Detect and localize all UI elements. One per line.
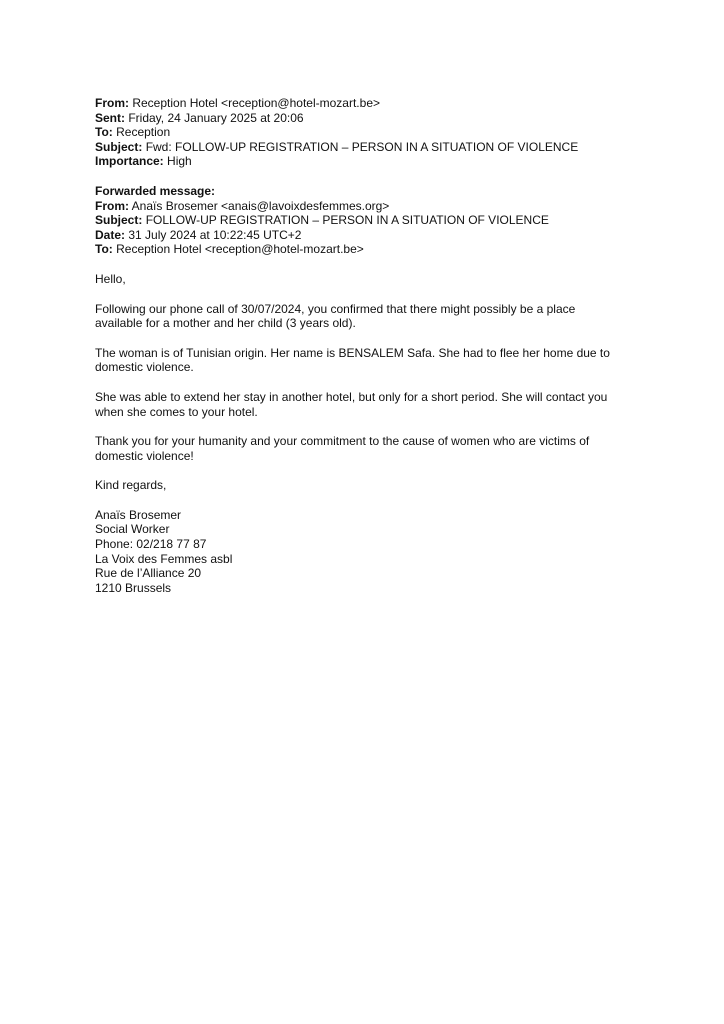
paragraph-line: She was able to extend her stay in another hotel, but only for a short period. She will contact you: [95, 389, 608, 404]
email-document: [95, 96, 655, 595]
header-subject: [95, 140, 655, 155]
greeting: Hello,: [95, 271, 126, 286]
header-from-value: Reception Hotel <reception@hotel-mozart.be>: [132, 96, 380, 110]
forwarded-from-label: From:: [95, 198, 129, 213]
signature: [95, 508, 655, 596]
paragraph-line: Following our phone call of 30/07/2024, you confirmed that there might possibly be a place: [95, 301, 576, 316]
paragraph-origin: [95, 346, 655, 375]
header-importance: [95, 154, 655, 169]
forwarded-to-value: Reception Hotel <reception@hotel-mozart.be>: [116, 242, 364, 257]
header-sent: [95, 111, 655, 126]
paragraph-line: Thank you for your humanity and your commitment to the cause of women who are victims of: [95, 434, 590, 449]
header-sent-value: Friday, 24 January 2025 at 20:06: [128, 110, 304, 125]
signature-city: 1210 Brussels: [95, 580, 172, 595]
signature-org: La Voix des Femmes asbl: [95, 551, 233, 566]
paragraph-thanks: [95, 434, 655, 463]
signature-phone: Phone: 02/218 77 87: [95, 537, 207, 552]
header-from-label: From:: [95, 96, 129, 110]
header-from: [95, 96, 655, 111]
header-sent-label: Sent:: [95, 110, 125, 125]
forwarded-from: [95, 199, 655, 214]
forwarded-date: [95, 228, 655, 243]
forwarded-subject-value: FOLLOW-UP REGISTRATION – PERSON IN A SITUATION OF VIOLENCE: [145, 213, 549, 228]
paragraph-line: available for a mother and her child (3 years old).: [95, 316, 356, 331]
paragraph-stay: [95, 390, 655, 419]
paragraph-line: domestic violence.: [95, 360, 194, 375]
forwarded-from-value: Anaïs Brosemer <anais@lavoixdesfemmes.org>: [131, 198, 390, 213]
email-header: [95, 96, 655, 169]
header-to: [95, 125, 655, 140]
forwarded-header: [95, 184, 655, 257]
forwarded-subject: [95, 213, 655, 228]
signature-street: Rue de l’Alliance 20: [95, 566, 202, 581]
forwarded-to: [95, 242, 655, 257]
paragraph-line: domestic violence!: [95, 448, 194, 463]
paragraph-line: when she comes to your hotel.: [95, 404, 258, 419]
forwarded-date-value: 31 July 2024 at 10:22:45 UTC+2: [128, 227, 302, 242]
header-subject-label: Subject:: [95, 139, 143, 154]
signature-name: Anaïs Brosemer: [95, 507, 182, 522]
forwarded-subject-label: Subject:: [95, 213, 143, 228]
paragraph-phone-call: [95, 302, 655, 331]
forwarded-date-label: Date:: [95, 227, 126, 242]
header-importance-value: High: [167, 154, 192, 169]
closing: Kind regards,: [95, 478, 167, 493]
header-subject-value: Fwd: FOLLOW-UP REGISTRATION – PERSON IN A SITUATION OF VIOLENCE: [145, 139, 579, 154]
forwarded-title: Forwarded message:: [95, 183, 216, 198]
forwarded-to-label: To:: [95, 242, 113, 257]
signature-role: Social Worker: [95, 522, 170, 537]
header-importance-label: Importance:: [95, 154, 164, 169]
header-to-label: To:: [95, 125, 113, 140]
paragraph-line: The woman is of Tunisian origin. Her name is BENSALEM Safa. She had to flee her home due to: [95, 345, 610, 360]
header-to-value: Reception: [116, 125, 171, 140]
